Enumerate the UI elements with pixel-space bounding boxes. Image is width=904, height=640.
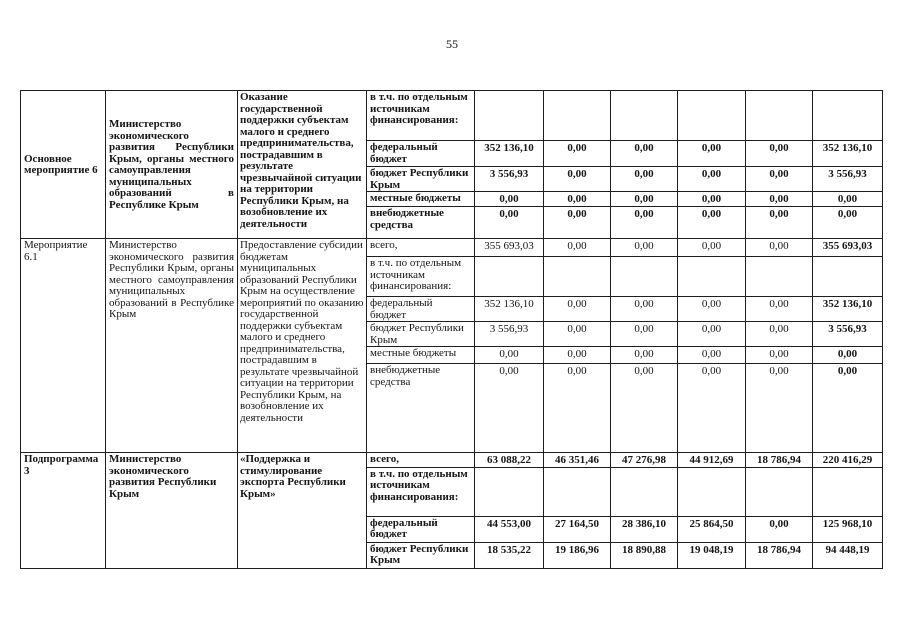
amount-cell-empty — [611, 91, 678, 141]
table-row — [21, 239, 883, 257]
total-cell: 3 556,93 — [813, 167, 883, 192]
amount-cell: 0,00 — [746, 207, 813, 239]
executor-cell: Министерство экономического развития Республики Крым, органы местного самоуправления муниципальных образований в Республике Крым — [106, 239, 238, 453]
amount-cell: 0,00 — [746, 239, 813, 257]
funding-source-cell: местные бюджеты — [367, 192, 475, 207]
amount-cell: 0,00 — [746, 347, 813, 364]
amount-cell: 19 186,96 — [544, 542, 611, 568]
funding-source-cell: всего, — [367, 239, 475, 257]
amount-cell: 0,00 — [678, 239, 746, 257]
program-name-cell: Мероприятие 6.1 — [21, 239, 106, 453]
total-cell: 94 448,19 — [813, 542, 883, 568]
amount-cell: 0,00 — [678, 347, 746, 364]
amount-cell-empty — [813, 467, 883, 516]
amount-cell: 0,00 — [544, 141, 611, 167]
amount-cell: 18 535,22 — [475, 542, 544, 568]
funding-source-cell: федеральный бюджет — [367, 141, 475, 167]
amount-cell: 0,00 — [475, 364, 544, 453]
amount-cell: 0,00 — [611, 364, 678, 453]
amount-cell: 28 386,10 — [611, 516, 678, 542]
amount-cell: 44 553,00 — [475, 516, 544, 542]
amount-cell: 0,00 — [678, 167, 746, 192]
amount-cell: 63 088,22 — [475, 453, 544, 468]
total-cell: 352 136,10 — [813, 297, 883, 322]
amount-cell: 18 890,88 — [611, 542, 678, 568]
funding-source-cell: местные бюджеты — [367, 347, 475, 364]
amount-cell-empty — [746, 91, 813, 141]
amount-cell: 47 276,98 — [611, 453, 678, 468]
total-cell: 0,00 — [813, 364, 883, 453]
executor-cell: Министерство экономического развития Республики Крым, органы местного самоуправления муниципальных образований в Республике Крым — [106, 91, 238, 239]
amount-cell: 0,00 — [746, 364, 813, 453]
amount-cell: 0,00 — [544, 322, 611, 347]
amount-cell-empty — [475, 91, 544, 141]
amount-cell: 27 164,50 — [544, 516, 611, 542]
description-cell: «Поддержка и стимулирование экспорта Республики Крым» — [238, 453, 367, 569]
amount-cell-empty — [544, 467, 611, 516]
funding-source-cell: в т.ч. по отдельным источникам финансирования: — [367, 91, 475, 141]
amount-cell: 0,00 — [611, 192, 678, 207]
amount-cell: 0,00 — [611, 207, 678, 239]
amount-cell: 44 912,69 — [678, 453, 746, 468]
section-main-event — [21, 91, 883, 239]
amount-cell: 0,00 — [678, 141, 746, 167]
funding-source-cell: бюджет Республики Крым — [367, 542, 475, 568]
amount-cell: 0,00 — [746, 297, 813, 322]
funding-source-cell: всего, — [367, 453, 475, 468]
amount-cell-empty — [611, 467, 678, 516]
amount-cell: 3 556,93 — [475, 322, 544, 347]
total-cell: 3 556,93 — [813, 322, 883, 347]
funding-source-cell: федеральный бюджет — [367, 516, 475, 542]
total-cell: 355 693,03 — [813, 239, 883, 257]
amount-cell: 46 351,46 — [544, 453, 611, 468]
amount-cell-empty — [813, 257, 883, 297]
program-name-cell: Подпрограмма 3 — [21, 453, 106, 569]
funding-source-cell: бюджет Республики Крым — [367, 322, 475, 347]
amount-cell-empty — [544, 257, 611, 297]
program-name-cell: Основное мероприятие 6 — [21, 91, 106, 239]
amount-cell: 0,00 — [544, 207, 611, 239]
total-cell: 125 968,10 — [813, 516, 883, 542]
amount-cell: 0,00 — [678, 207, 746, 239]
amount-cell: 0,00 — [611, 347, 678, 364]
amount-cell: 25 864,50 — [678, 516, 746, 542]
amount-cell: 355 693,03 — [475, 239, 544, 257]
total-cell: 352 136,10 — [813, 141, 883, 167]
funding-source-cell: внебюджетные средства — [367, 364, 475, 453]
funding-source-cell: в т.ч. по отдельным источникам финансирования: — [367, 257, 475, 297]
amount-cell: 0,00 — [678, 192, 746, 207]
amount-cell: 0,00 — [544, 239, 611, 257]
amount-cell: 0,00 — [746, 192, 813, 207]
amount-cell: 18 786,94 — [746, 453, 813, 468]
table-row — [21, 453, 883, 468]
amount-cell: 0,00 — [611, 167, 678, 192]
funding-source-cell: федеральный бюджет — [367, 297, 475, 322]
table-row — [21, 91, 883, 141]
amount-cell: 0,00 — [544, 192, 611, 207]
amount-cell: 0,00 — [544, 167, 611, 192]
description-cell: Оказание государственной поддержки субъектам малого и среднего предпринимательства, пострадавшим в результате чрезвычайной ситуации на территории Республики Крым, на возобновление их деятельности — [238, 91, 367, 239]
section-event — [21, 239, 883, 453]
amount-cell: 0,00 — [544, 347, 611, 364]
budget-table — [20, 90, 883, 569]
total-cell: 0,00 — [813, 207, 883, 239]
amount-cell: 0,00 — [611, 297, 678, 322]
description-cell: Предоставление субсидии бюджетам муниципальных образований Республики Крым на осуществление мероприятий по оказанию государственной поддержки субъектам малого и среднего предпринимательства, пострадавшим в результате чрезвычайной ситуации на территории Республики Крым, на возобновление их деятельности — [238, 239, 367, 453]
amount-cell-empty — [813, 91, 883, 141]
amount-cell: 0,00 — [475, 347, 544, 364]
amount-cell: 0,00 — [611, 322, 678, 347]
funding-source-cell: внебюджетные средства — [367, 207, 475, 239]
amount-cell-empty — [611, 257, 678, 297]
amount-cell: 0,00 — [678, 322, 746, 347]
amount-cell: 0,00 — [746, 516, 813, 542]
amount-cell-empty — [746, 467, 813, 516]
executor-cell: Министерство экономического развития Республики Крым — [106, 453, 238, 569]
funding-source-cell: бюджет Республики Крым — [367, 167, 475, 192]
amount-cell-empty — [678, 91, 746, 141]
amount-cell-empty — [544, 91, 611, 141]
amount-cell: 0,00 — [475, 207, 544, 239]
amount-cell: 0,00 — [746, 322, 813, 347]
amount-cell-empty — [678, 467, 746, 516]
total-cell: 0,00 — [813, 347, 883, 364]
amount-cell: 0,00 — [544, 297, 611, 322]
funding-source-cell: в т.ч. по отдельным источникам финансирования: — [367, 467, 475, 516]
amount-cell-empty — [678, 257, 746, 297]
amount-cell: 3 556,93 — [475, 167, 544, 192]
amount-cell: 0,00 — [746, 141, 813, 167]
page-number: 55 — [446, 37, 458, 51]
total-cell: 0,00 — [813, 192, 883, 207]
amount-cell: 0,00 — [678, 364, 746, 453]
amount-cell: 18 786,94 — [746, 542, 813, 568]
amount-cell: 0,00 — [611, 239, 678, 257]
amount-cell-empty — [475, 257, 544, 297]
total-cell: 220 416,29 — [813, 453, 883, 468]
amount-cell-empty — [475, 467, 544, 516]
section-subprogram — [21, 453, 883, 569]
amount-cell: 0,00 — [544, 364, 611, 453]
amount-cell: 0,00 — [678, 297, 746, 322]
amount-cell-empty — [746, 257, 813, 297]
amount-cell: 0,00 — [611, 141, 678, 167]
amount-cell: 0,00 — [475, 192, 544, 207]
amount-cell: 19 048,19 — [678, 542, 746, 568]
amount-cell: 352 136,10 — [475, 297, 544, 322]
amount-cell: 0,00 — [746, 167, 813, 192]
amount-cell: 352 136,10 — [475, 141, 544, 167]
